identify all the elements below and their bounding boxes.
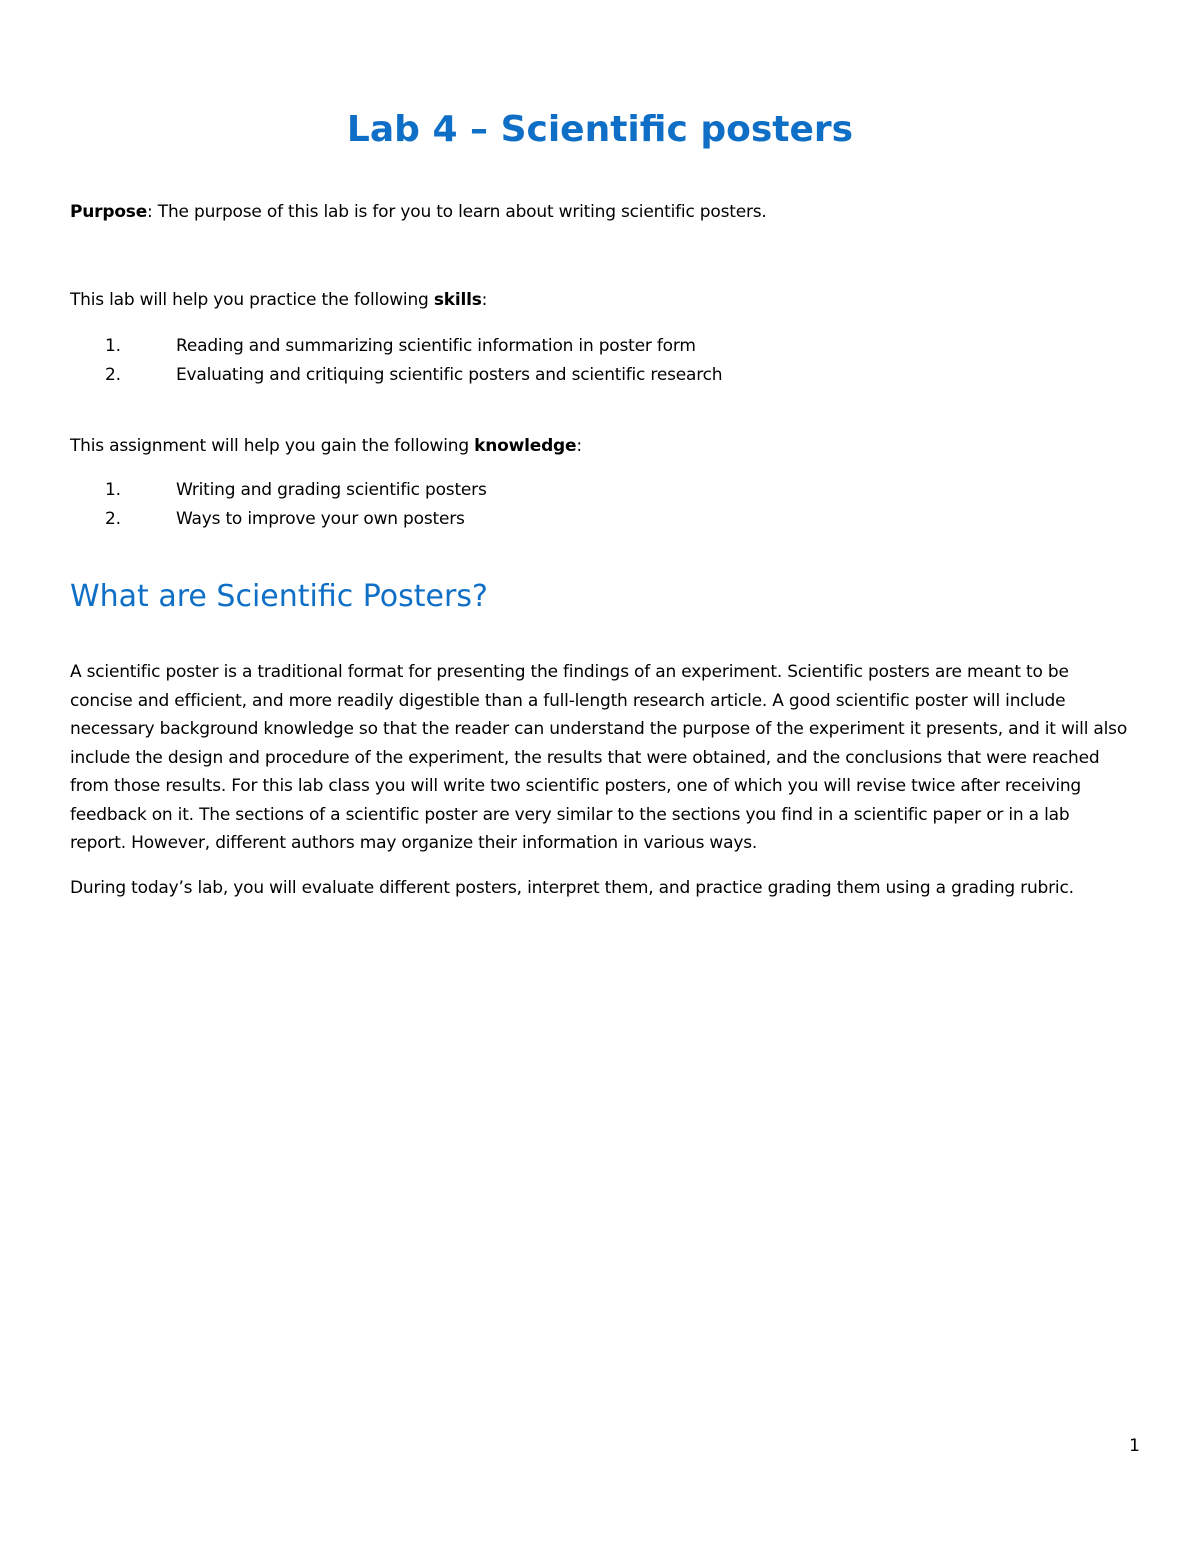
body-paragraph-1: A scientific poster is a traditional format for presenting the findings of an experiment. Scientific posters are meant to be concise and efficient, and more readily digestible than a full-length research article. A good scientific poster will include necessary background knowledge so that the reader can understand the purpose of the experiment it presents, and it will also include the design and procedure of the experiment, the results that were obtained, and the conclusions that were reached from those results. For this lab class you will write two scientific posters, one of which you will revise twice after receiving feedback on it. The sections of a scientific poster are very similar to the sections you find in a scientific paper or in a lab report. However, different authors may organize their information in various ways. xyxy=(70,662,1128,853)
purpose-paragraph xyxy=(70,198,1150,227)
list-number: 1. xyxy=(105,336,121,356)
list-number: 2. xyxy=(105,365,121,385)
skills-list xyxy=(70,332,1130,390)
list-number: 1. xyxy=(105,480,121,500)
page-number: 1 xyxy=(1129,1436,1140,1456)
knowledge-intro xyxy=(70,432,1150,461)
knowledge-keyword: knowledge xyxy=(474,436,577,456)
list-number: 2. xyxy=(105,509,121,529)
skills-intro xyxy=(70,286,1150,315)
list-item-text: Evaluating and critiquing scientific posters and scientific research xyxy=(176,365,723,385)
purpose-text: The purpose of this lab is for you to learn about writing scientific posters. xyxy=(152,202,767,222)
document-title: Lab 4 – Scientific posters xyxy=(346,109,854,150)
list-item-text: Ways to improve your own posters xyxy=(176,509,465,529)
section-heading: What are Scientific Posters? xyxy=(70,579,488,614)
body-paragraph-2: During today’s lab, you will evaluate different posters, interpret them, and practice grading them using a grading rubric. xyxy=(70,878,1074,898)
skills-intro-text: This lab will help you practice the following xyxy=(70,290,434,310)
skills-end: : xyxy=(481,290,488,310)
list-item xyxy=(70,361,1130,390)
knowledge-end: : xyxy=(576,436,582,456)
purpose-label: Purpose xyxy=(70,202,148,222)
list-item xyxy=(70,476,1130,505)
skills-keyword: skills xyxy=(433,290,482,310)
knowledge-intro-text: This assignment will help you gain the following xyxy=(70,436,475,456)
knowledge-list xyxy=(70,476,1130,534)
list-item-text: Reading and summarizing scientific information in poster form xyxy=(176,336,696,356)
list-item-text: Writing and grading scientific posters xyxy=(176,480,487,500)
list-item xyxy=(70,505,1130,534)
purpose-separator: : xyxy=(147,202,153,222)
list-item xyxy=(70,332,1130,361)
